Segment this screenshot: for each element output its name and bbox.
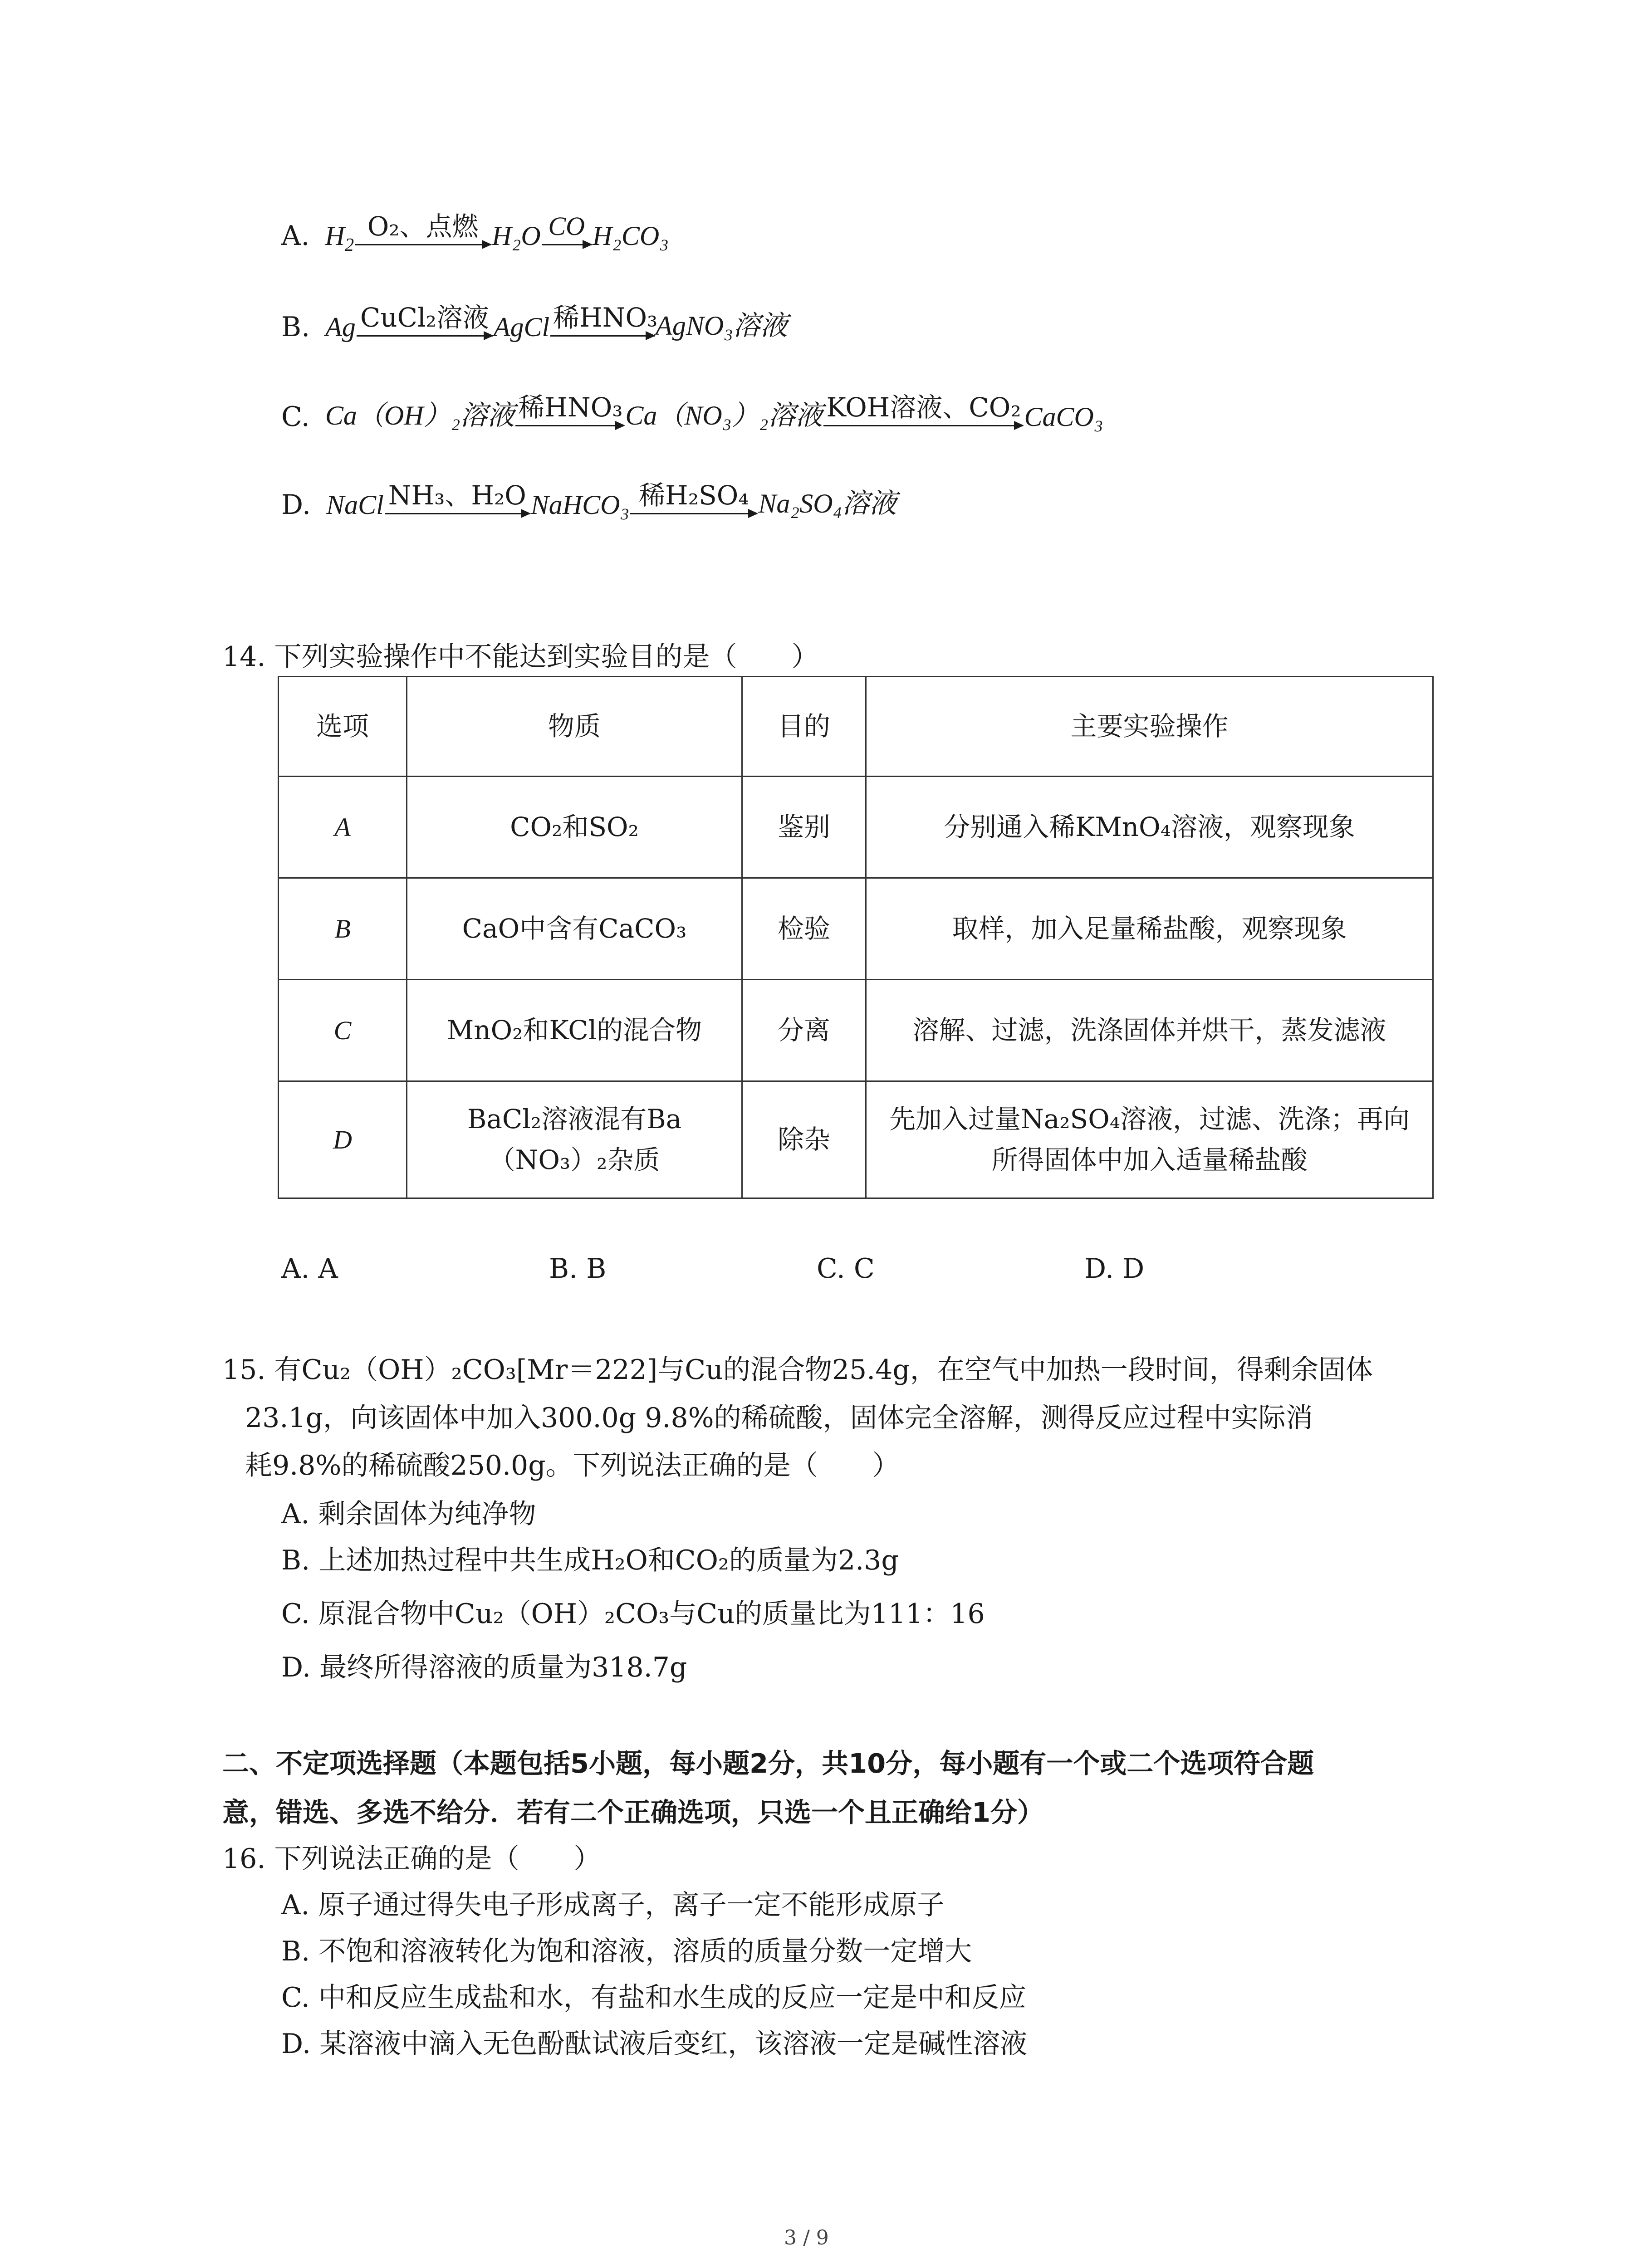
table-row (279, 980, 1433, 1081)
q15-stem-line3: 耗9.8%的稀硫酸250.0g。下列说法正确的是（ ） (245, 1450, 900, 1481)
cell-substance: CaO中含有CaCO₃ (407, 878, 742, 980)
q14-choice-d: D. D (1084, 1253, 1145, 1285)
reactant: Ca（OH）₂溶液 (325, 401, 515, 430)
option-label: A. (281, 220, 310, 252)
cell-option: B (279, 878, 407, 980)
q16-option-d: D. 某溶液中滴入无色酚酞试液后变红，该溶液一定是碱性溶液 (281, 2028, 1028, 2060)
q15-option-c: C. 原混合物中Cu₂（OH）₂CO₃与Cu的质量比为111：16 (281, 1598, 985, 1630)
product: Na₂SO₄溶液 (758, 489, 897, 518)
q15-option-a: A. 剩余固体为纯净物 (281, 1498, 536, 1530)
product: H₂CO₃ (592, 221, 669, 251)
reaction-arrow: NH₃、H₂O (385, 482, 530, 521)
q15-option-d: D. 最终所得溶液的质量为318.7g (281, 1652, 687, 1683)
cell-option: C (279, 980, 407, 1081)
header-operation: 主要实验操作 (866, 677, 1433, 777)
reactant: NaCl (326, 490, 384, 520)
reaction-arrow: O₂、点燃 (355, 213, 491, 252)
option-label: C. (281, 401, 310, 433)
q16-stem: 16. 下列说法正确的是（ ） (222, 1843, 601, 1875)
q16-option-a: A. 原子通过得失电子形成离子，离子一定不能形成原子 (281, 1889, 945, 1921)
table-header-row (279, 677, 1433, 777)
product: AgNO₃溶液 (656, 311, 788, 341)
section-heading-line2: 意，错选、多选不给分．若有二个正确选项，只选一个且正确给1分） (222, 1797, 1044, 1828)
q13-option-c (281, 394, 1103, 433)
intermediate: H₂O (492, 221, 541, 251)
reaction-arrow: 稀HNO₃ (515, 394, 624, 433)
reaction-arrow: KOH溶液、CO₂ (823, 394, 1023, 433)
cell-option: A (279, 777, 407, 878)
cell-purpose: 鉴别 (742, 777, 866, 878)
q13-option-b (281, 304, 788, 343)
intermediate: AgCl (493, 312, 550, 342)
intermediate: Ca（NO₃）₂溶液 (625, 401, 823, 430)
q16-option-c: C. 中和反应生成盐和水，有盐和水生成的反应一定是中和反应 (281, 1982, 1026, 2014)
cell-substance: BaCl₂溶液混有Ba（NO₃）₂杂质 (407, 1081, 742, 1198)
header-purpose: 目的 (742, 677, 866, 777)
q16-option-b: B. 不饱和溶液转化为饱和溶液，溶质的质量分数一定增大 (281, 1936, 972, 1967)
reaction-arrow: CuCl₂溶液 (357, 304, 493, 343)
cell-substance: MnO₂和KCl的混合物 (407, 980, 742, 1081)
table-row (279, 878, 1433, 980)
table-row (279, 1081, 1433, 1198)
header-substance: 物质 (407, 677, 742, 777)
intermediate: NaHCO₃ (530, 490, 630, 520)
cell-operation: 先加入过量Na₂SO₄溶液，过滤、洗涤；再向所得固体中加入适量稀盐酸 (866, 1081, 1433, 1198)
cell-operation: 取样，加入足量稀盐酸，观察现象 (866, 878, 1433, 980)
cell-option: D (279, 1081, 407, 1198)
q14-stem: 14. 下列实验操作中不能达到实验目的是（ ） (222, 641, 819, 673)
reaction-arrow: 稀HNO₃ (550, 304, 655, 343)
section-heading-line1: 二、不定项选择题（本题包括5小题，每小题2分，共10分，每小题有一个或二个选项符合题 (222, 1748, 1314, 1779)
q14-choice-b: B. B (549, 1253, 607, 1285)
option-label: B. (281, 311, 310, 343)
cell-substance: CO₂和SO₂ (407, 777, 742, 878)
table-row (279, 777, 1433, 878)
product: CaCO₃ (1024, 402, 1103, 432)
cell-purpose: 分离 (742, 980, 866, 1081)
q14-table (278, 676, 1434, 1199)
header-option: 选项 (279, 677, 407, 777)
reaction-arrow: CO (542, 213, 592, 252)
page-number: 3 / 9 (784, 2226, 829, 2249)
q14-choice-c: C. C (817, 1253, 875, 1285)
option-label: D. (281, 489, 311, 521)
reactant: Ag (325, 312, 356, 342)
cell-purpose: 除杂 (742, 1081, 866, 1198)
q15-option-b: B. 上述加热过程中共生成H₂O和CO₂的质量为2.3g (281, 1545, 899, 1576)
q13-option-a (281, 211, 669, 255)
cell-operation: 分别通入稀KMnO₄溶液，观察现象 (866, 777, 1433, 878)
q15-stem-line1: 15. 有Cu₂（OH）₂CO₃[Mr＝222]与Cu的混合物25.4g，在空气中加热一段时间，得剩余固体 (222, 1354, 1373, 1386)
cell-purpose: 检验 (742, 878, 866, 980)
reaction-arrow: 稀H₂SO₄ (630, 482, 757, 521)
cell-operation: 溶解、过滤，洗涤固体并烘干，蒸发滤液 (866, 980, 1433, 1081)
q15-stem-line2: 23.1g，向该固体中加入300.0g 9.8%的稀硫酸，固体完全溶解，测得反应过程中实际消 (245, 1402, 1313, 1434)
q13-option-d (281, 482, 896, 521)
q14-choice-a: A. A (281, 1253, 338, 1285)
reactant: $H_2$ (325, 221, 354, 255)
